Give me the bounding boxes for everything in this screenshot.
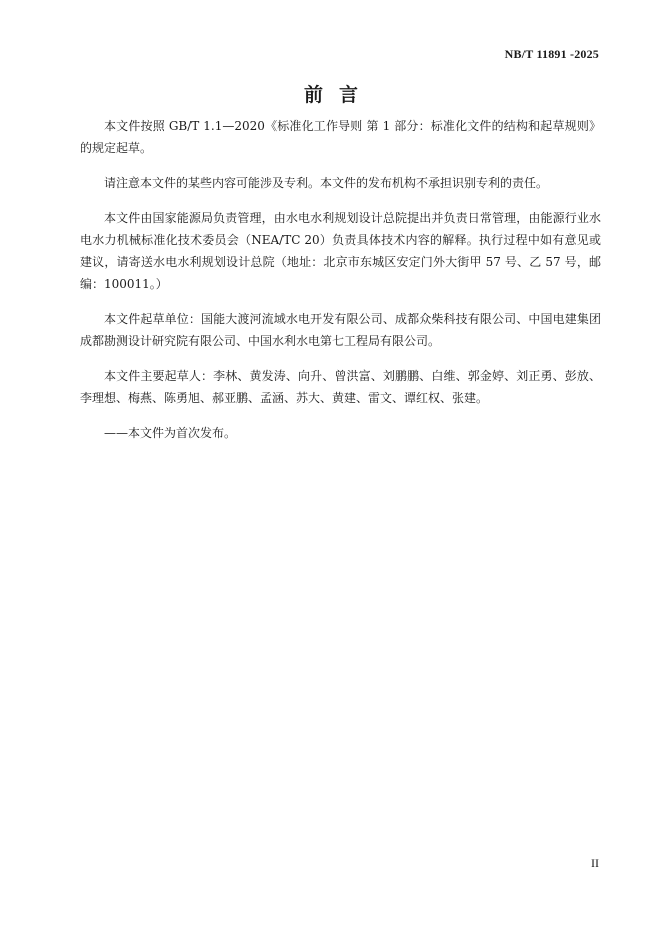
paragraph-first-release: ——本文件为首次发布。 [104,426,237,440]
paragraph-drafting-units: 本文件起草单位：国能大渡河流域水电开发有限公司、成都众柴科技有限公司、中国电建集团成都勘测设计研究院有限公司、中国水利水电第七工程局有限公司。 [80,312,601,348]
paragraph-drafting-rules: 本文件按照 GB/T 1.1—2020《标准化工作导则 第 1 部分：标准化文件的结构和起草规则》的规定起草。 [80,119,601,155]
paragraph-patent-notice: 请注意本文件的某些内容可能涉及专利。本文件的发布机构不承担识别专利的责任。 [104,176,549,190]
foreword-body [80,115,601,457]
paragraph-drafters: 本文件主要起草人：李林、黄发涛、向升、曾洪富、刘鹏鹏、白维、郭金婷、刘正勇、彭放、李理想、梅燕、陈勇旭、郝亚鹏、孟涵、苏大、黄建、雷文、谭红权、张建。 [80,369,601,405]
paragraph-management: 本文件由国家能源局负责管理，由水电水利规划设计总院提出并负责日常管理，由能源行业水电水力机械标准化技术委员会（NEA/TC 20）负责具体技术内容的解释。执行过程中如有意见或建议，请寄送水电水利规划设计总院（地址：北京市东城区安定门外大街甲 57 号、乙 57 号，邮编：100011。） [80,211,601,291]
standard-number: NB/T 11891 -2025 [504,47,599,61]
page-title: 前言 [303,84,374,106]
page-number: II [591,856,599,870]
